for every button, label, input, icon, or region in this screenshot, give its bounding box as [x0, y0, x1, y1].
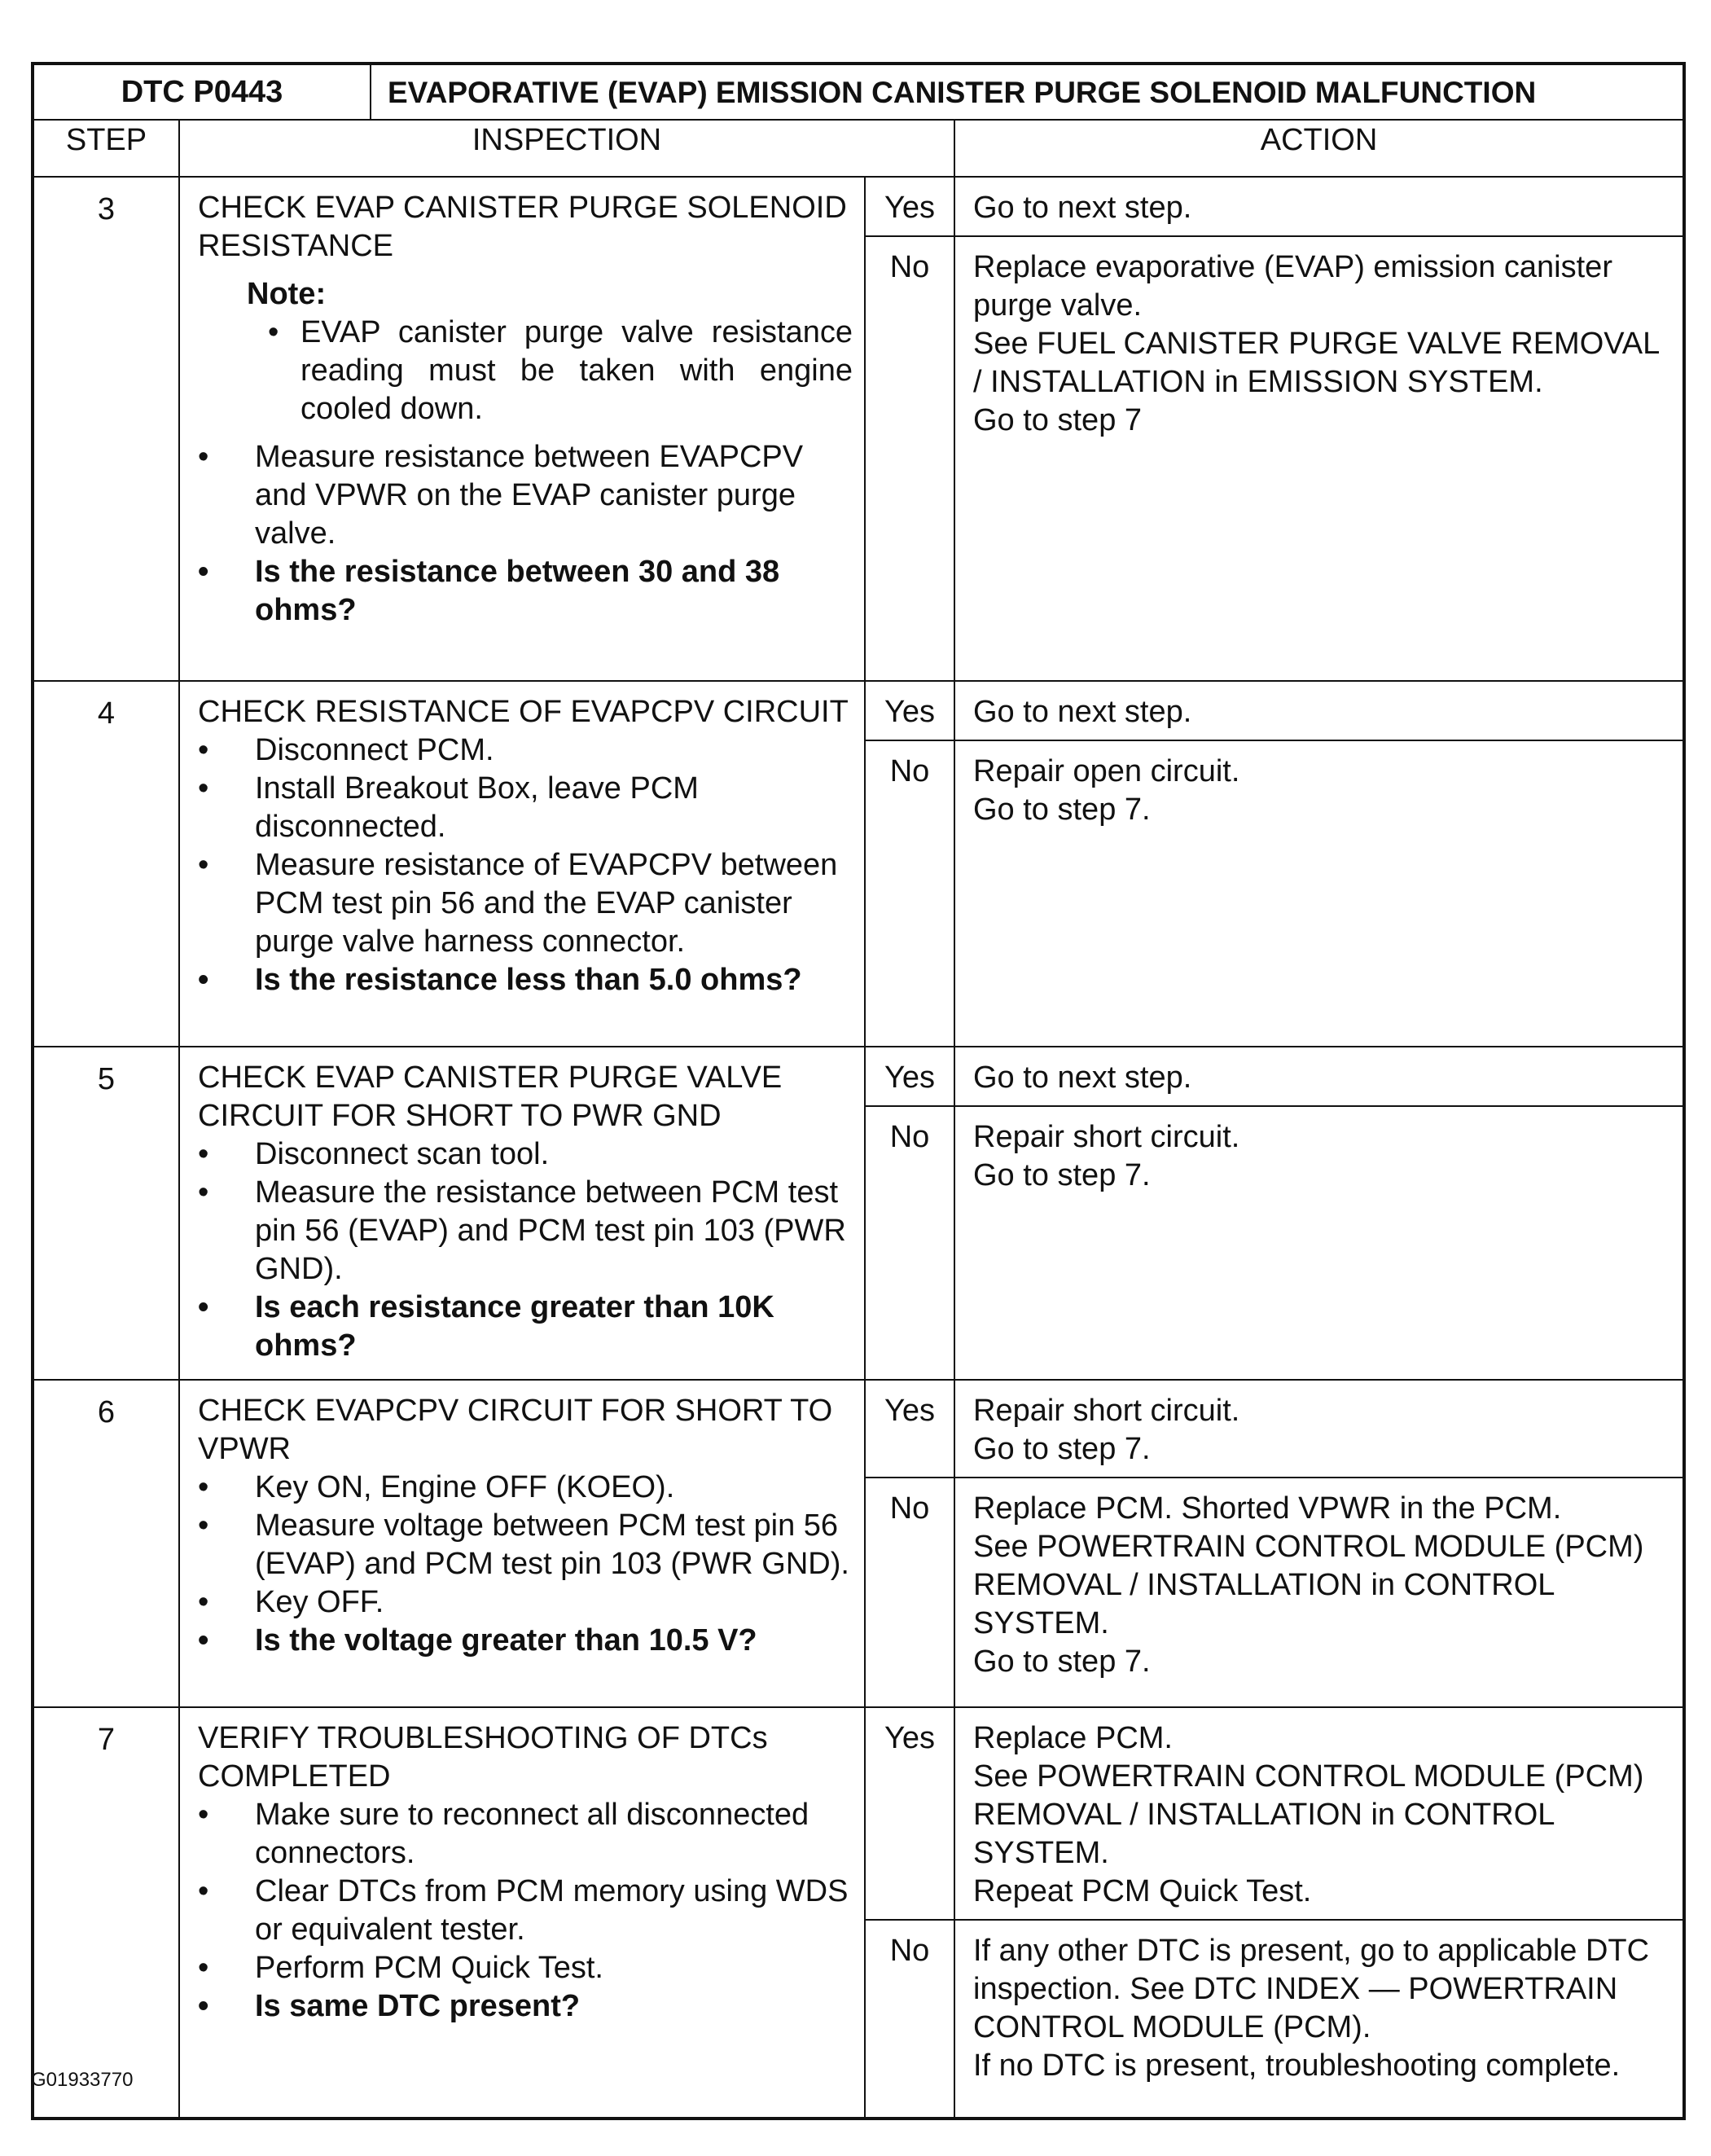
inspection-list — [198, 731, 853, 999]
step-row-yes — [33, 1707, 1684, 1920]
column-header-action: ACTION — [954, 120, 1684, 177]
step-row-yes — [33, 681, 1684, 740]
dtc-title: EVAPORATIVE (EVAP) EMISSION CANISTER PURGE SOLENOID MALFUNCTION — [388, 75, 1537, 109]
inspection-list — [198, 438, 853, 630]
inspection-cell — [179, 1707, 865, 2119]
action-line: If any other DTC is present, go to applicable DTC inspection. See DTC INDEX — POWERTRAIN CONTROL MODULE (PCM). — [973, 1934, 1650, 2044]
inspection-cell — [179, 1047, 865, 1380]
no-label: No — [865, 1478, 954, 1707]
action-line: Replace evaporative (EVAP) emission canister purge valve. — [973, 250, 1612, 323]
inspection-cell — [179, 177, 865, 681]
yes-label: Yes — [865, 681, 954, 740]
inspection-item: • Measure voltage between PCM test pin 56 (EVAP) and PCM test pin 103 (PWR GND). — [198, 1507, 853, 1583]
action-line: See POWERTRAIN CONTROL MODULE (PCM) REMOVAL / INSTALLATION in CONTROL SYSTEM. — [973, 1759, 1644, 1870]
inspection-item: • Measure the resistance between PCM test pin 56 (EVAP) and PCM test pin 103 (PWR GND). — [198, 1174, 853, 1289]
yes-action — [954, 1380, 1684, 1478]
action-line: See POWERTRAIN CONTROL MODULE (PCM) REMOVAL / INSTALLATION in CONTROL SYSTEM. — [973, 1530, 1644, 1640]
note-block — [247, 275, 853, 428]
inspection-question: • Is the resistance between 30 and 38 ohms? — [198, 553, 853, 630]
inspection-item: • Key OFF. — [198, 1583, 853, 1622]
inspection-item: • Perform PCM Quick Test. — [198, 1949, 853, 1987]
inspection-title: CHECK RESISTANCE OF EVAPCPV CIRCUIT — [198, 695, 849, 729]
inspection-item: • Measure resistance between EVAPCPV and VPWR on the EVAP canister purge valve. — [198, 438, 853, 553]
column-header-step: STEP — [33, 120, 179, 177]
yes-label: Yes — [865, 1707, 954, 1920]
inspection-item: • Disconnect scan tool. — [198, 1135, 853, 1174]
inspection-question: • Is the resistance less than 5.0 ohms? — [198, 961, 853, 999]
no-label: No — [865, 1920, 954, 2119]
no-label: No — [865, 740, 954, 1047]
step-number: 3 — [33, 177, 179, 681]
yes-action — [954, 177, 1684, 236]
inspection-item: • Measure resistance of EVAPCPV between PCM test pin 56 and the EVAP canister purge valve harness connector. — [198, 846, 853, 961]
action-line: Replace PCM. Shorted VPWR in the PCM. — [973, 1491, 1562, 1526]
dtc-header-cell — [33, 64, 1684, 120]
step-number: 5 — [33, 1047, 179, 1380]
inspection-title: CHECK EVAPCPV CIRCUIT FOR SHORT TO VPWR — [198, 1394, 833, 1466]
inspection-question: • Is each resistance greater than 10K ohms? — [198, 1289, 853, 1365]
step-number: 6 — [33, 1380, 179, 1707]
inspection-question: • Is the voltage greater than 10.5 V? — [198, 1622, 853, 1660]
dtc-code: DTC P0443 — [34, 65, 371, 119]
inspection-cell — [179, 1380, 865, 1707]
no-label: No — [865, 236, 954, 681]
action-line: Go to step 7. — [973, 1432, 1151, 1466]
step-number: 7 — [33, 1707, 179, 2119]
yes-action — [954, 681, 1684, 740]
action-line: Go to next step. — [973, 191, 1192, 225]
action-line: Go to step 7. — [973, 793, 1151, 827]
yes-action — [954, 1047, 1684, 1106]
inspection-list — [198, 1796, 853, 2026]
dtc-header-row — [33, 64, 1684, 120]
action-line: Repair short circuit. — [973, 1120, 1240, 1154]
step-row-yes — [33, 1047, 1684, 1106]
no-action — [954, 1920, 1684, 2119]
no-action — [954, 740, 1684, 1047]
action-line: Replace PCM. — [973, 1721, 1173, 1755]
note-label: Note: — [247, 277, 327, 311]
inspection-title: VERIFY TROUBLESHOOTING OF DTCs COMPLETED — [198, 1721, 768, 1794]
yes-label: Yes — [865, 1047, 954, 1106]
action-line: See FUEL CANISTER PURGE VALVE REMOVAL / INSTALLATION in EMISSION SYSTEM. — [973, 327, 1659, 399]
yes-action — [954, 1707, 1684, 1920]
inspection-item: • Key ON, Engine OFF (KOEO). — [198, 1469, 853, 1507]
figure-code: G01933770 — [31, 2069, 134, 2091]
note-list — [247, 314, 853, 428]
inspection-question: • Is same DTC present? — [198, 1987, 853, 2026]
action-line: Repair short circuit. — [973, 1394, 1240, 1428]
column-header-row — [33, 120, 1684, 177]
action-line: Go to next step. — [973, 695, 1192, 729]
action-line: Go to step 7 — [973, 403, 1143, 437]
action-line: Repair open circuit. — [973, 754, 1240, 788]
step-number: 4 — [33, 681, 179, 1047]
no-action — [954, 236, 1684, 681]
step-row-yes — [33, 177, 1684, 236]
action-line: Go to step 7. — [973, 1644, 1151, 1679]
yes-label: Yes — [865, 177, 954, 236]
inspection-cell — [179, 681, 865, 1047]
inspection-item: • Clear DTCs from PCM memory using WDS or equivalent tester. — [198, 1873, 853, 1949]
inspection-list — [198, 1469, 853, 1660]
yes-label: Yes — [865, 1380, 954, 1478]
inspection-item: • Make sure to reconnect all disconnected connectors. — [198, 1796, 853, 1873]
step-row-yes — [33, 1380, 1684, 1478]
no-action — [954, 1478, 1684, 1707]
inspection-item: • Disconnect PCM. — [198, 731, 853, 770]
inspection-title: CHECK EVAP CANISTER PURGE SOLENOID RESISTANCE — [198, 191, 847, 263]
dtc-table — [31, 62, 1686, 2120]
inspection-list — [198, 1135, 853, 1365]
action-line: Go to next step. — [973, 1060, 1192, 1095]
dtc-header-wrap — [34, 65, 1682, 119]
action-line: If no DTC is present, troubleshooting complete. — [973, 2048, 1621, 2083]
no-action — [954, 1106, 1684, 1380]
no-label: No — [865, 1106, 954, 1380]
note-item: • EVAP canister purge valve resistance reading must be taken with engine cooled down. — [247, 314, 853, 428]
inspection-title: CHECK EVAP CANISTER PURGE VALVE CIRCUIT FOR SHORT TO PWR GND — [198, 1060, 783, 1133]
column-header-inspection: INSPECTION — [179, 120, 954, 177]
inspection-item: • Install Breakout Box, leave PCM disconnected. — [198, 770, 853, 846]
action-line: Go to step 7. — [973, 1158, 1151, 1192]
action-line: Repeat PCM Quick Test. — [973, 1874, 1312, 1908]
